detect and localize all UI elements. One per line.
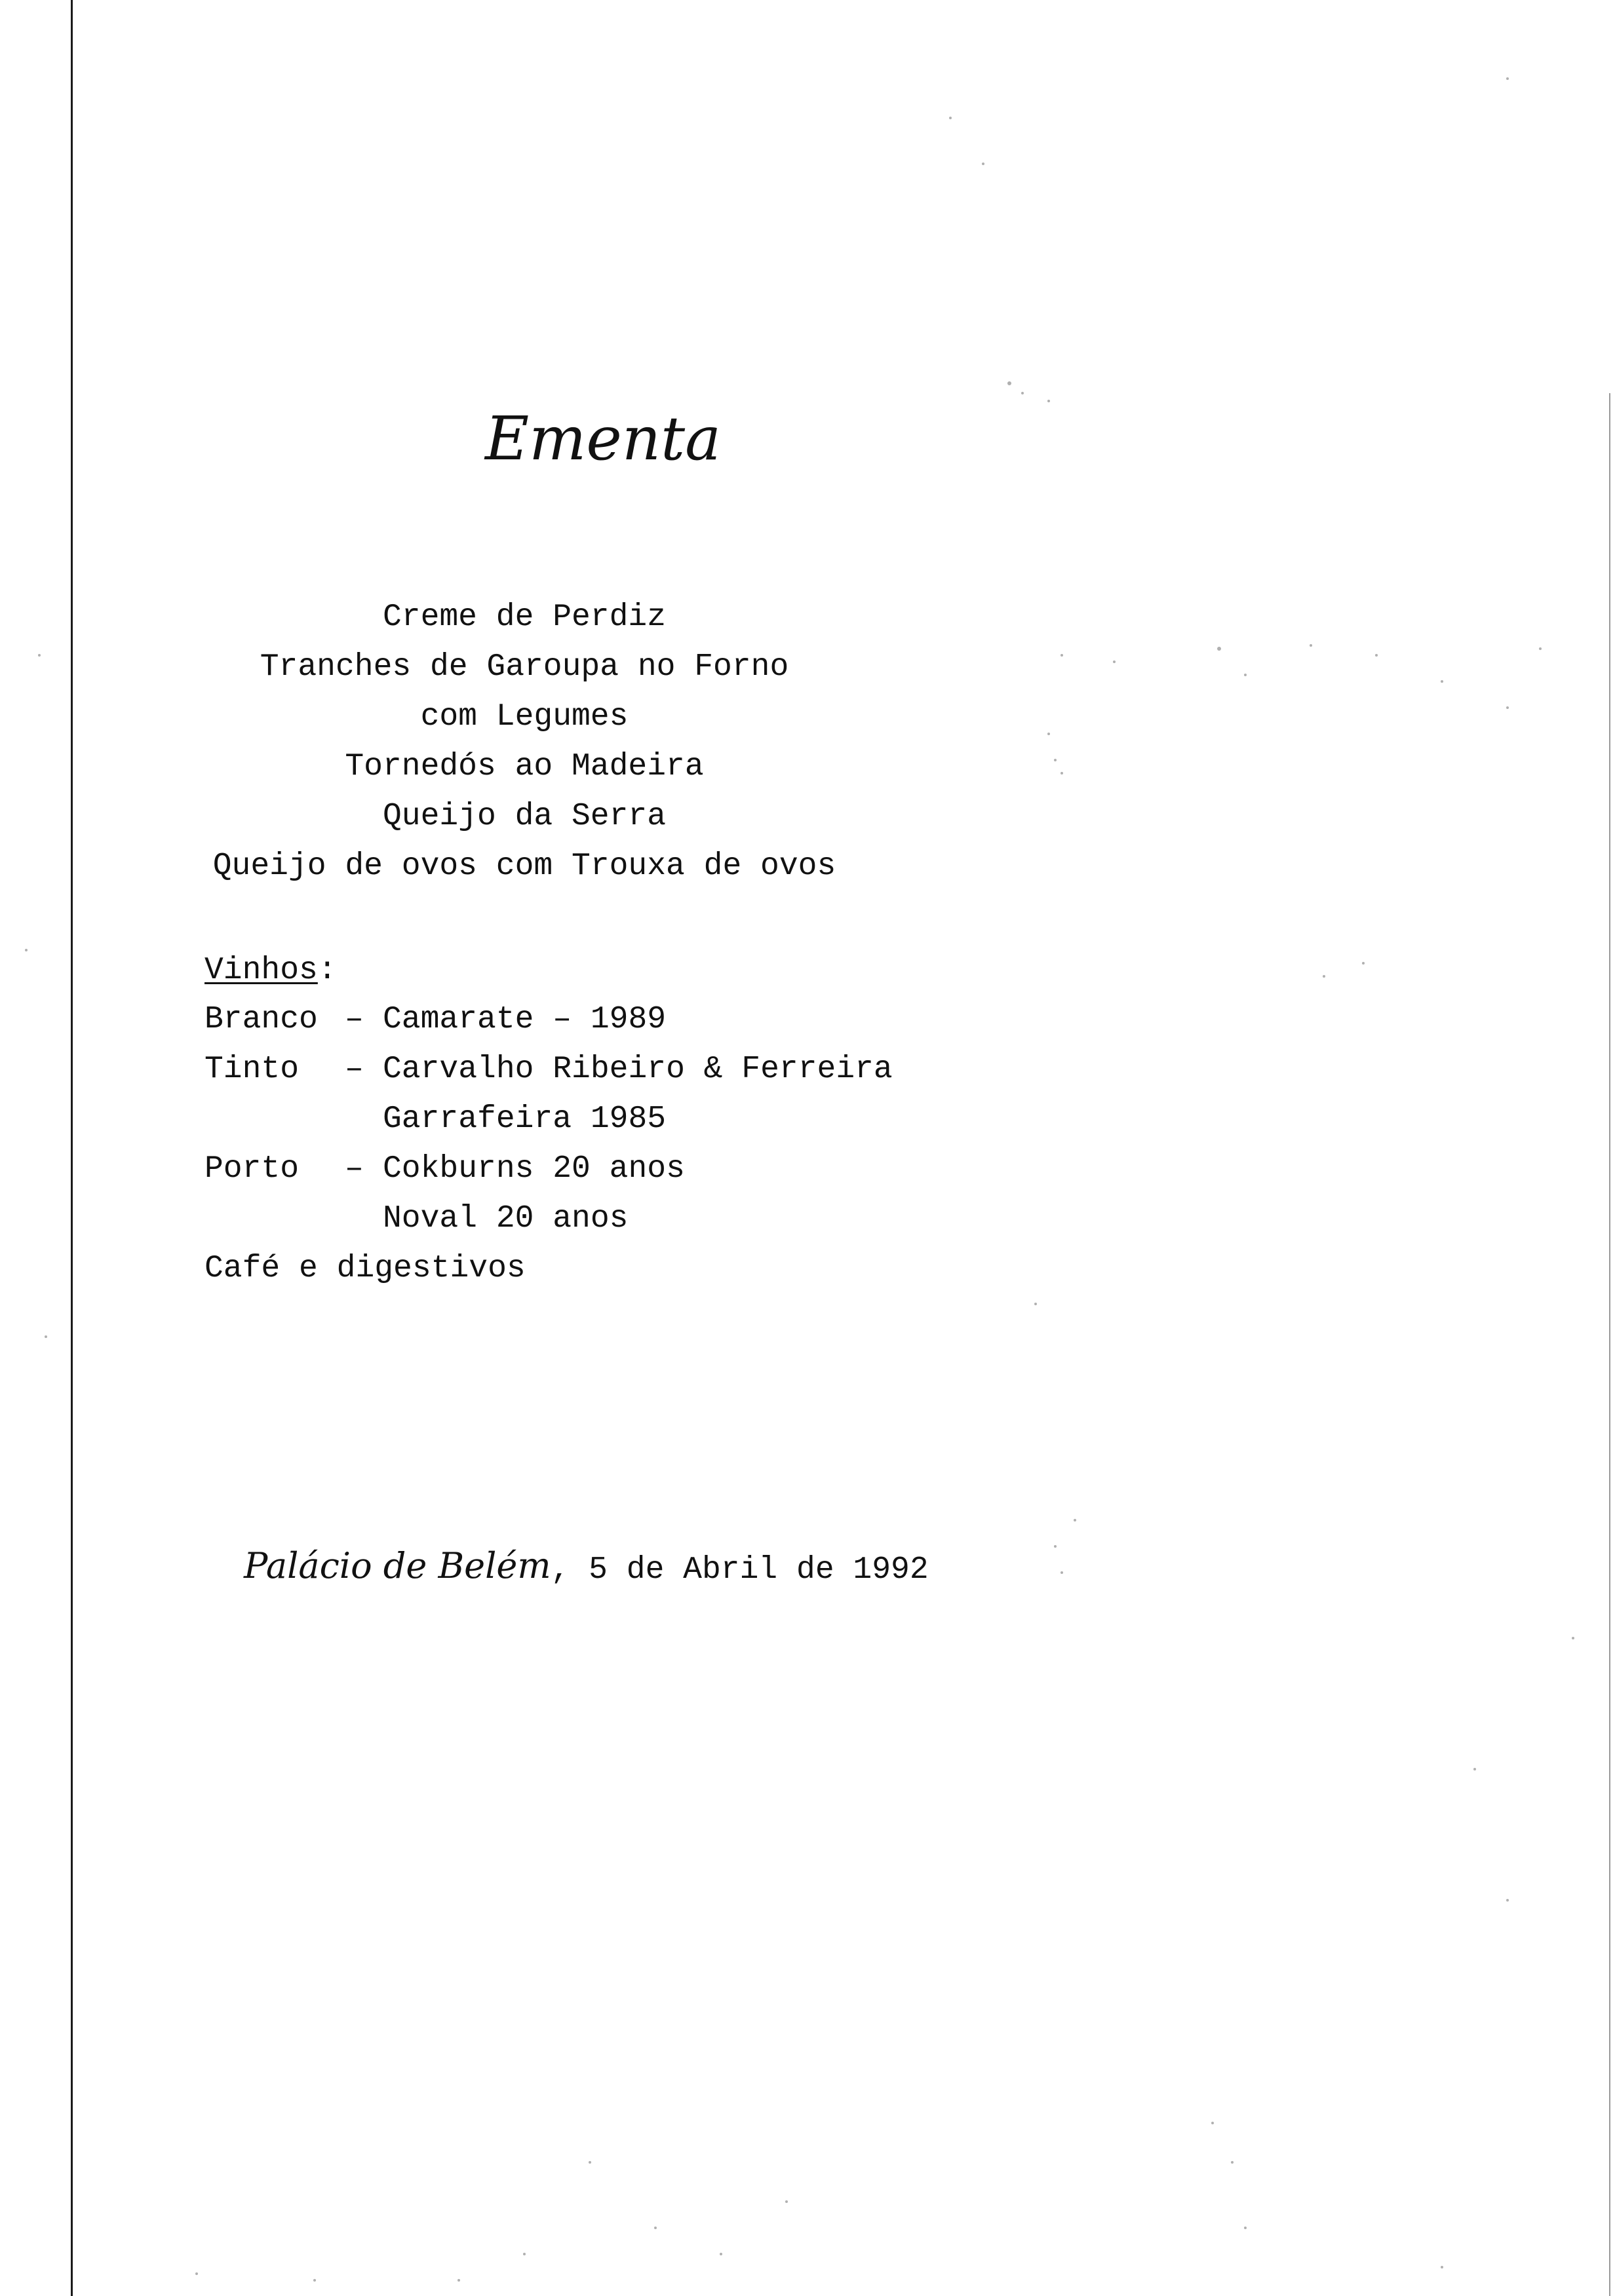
wine-detail-tinto-2: Garrafeira 1985 xyxy=(383,1101,667,1137)
footer-date: 5 de Abril de 1992 xyxy=(589,1552,929,1588)
menu-item: Queijo da Serra xyxy=(382,799,667,834)
wine-separator: – xyxy=(345,1151,364,1187)
wine-type-porto: Porto xyxy=(204,1151,300,1187)
wine-separator: – xyxy=(345,1002,364,1037)
wine-detail-porto-2: Noval 20 anos xyxy=(383,1201,629,1236)
wine-detail-tinto: Carvalho Ribeiro & Ferreira xyxy=(383,1052,893,1087)
menu-item: Tornedós ao Madeira xyxy=(345,749,704,784)
footer-place: Palácio de Belém xyxy=(244,1545,551,1586)
wine-type-branco: Branco xyxy=(204,1002,318,1037)
wines-heading-colon: : xyxy=(317,953,337,988)
menu-item: Queijo de ovos com Trouxa de ovos xyxy=(212,849,836,884)
menu-item: Tranches de Garoupa no Forno xyxy=(260,649,789,685)
footer-place-date xyxy=(244,1540,929,1596)
wine-detail-porto: Cokburns 20 anos xyxy=(383,1151,685,1187)
wine-separator: – xyxy=(345,1052,364,1087)
wine-type-tinto: Tinto xyxy=(204,1052,300,1087)
menu-item: com Legumes xyxy=(420,699,629,735)
menu-title: Ementa xyxy=(485,404,721,474)
menu-item: Creme de Perdiz xyxy=(382,600,667,635)
footer-comma: , xyxy=(551,1552,570,1588)
wines-heading xyxy=(204,951,337,990)
closing-line: Café e digestivos xyxy=(204,1251,526,1286)
wine-detail-branco: Camarate – 1989 xyxy=(383,1002,667,1037)
wines-heading-label: Vinhos xyxy=(204,953,318,988)
